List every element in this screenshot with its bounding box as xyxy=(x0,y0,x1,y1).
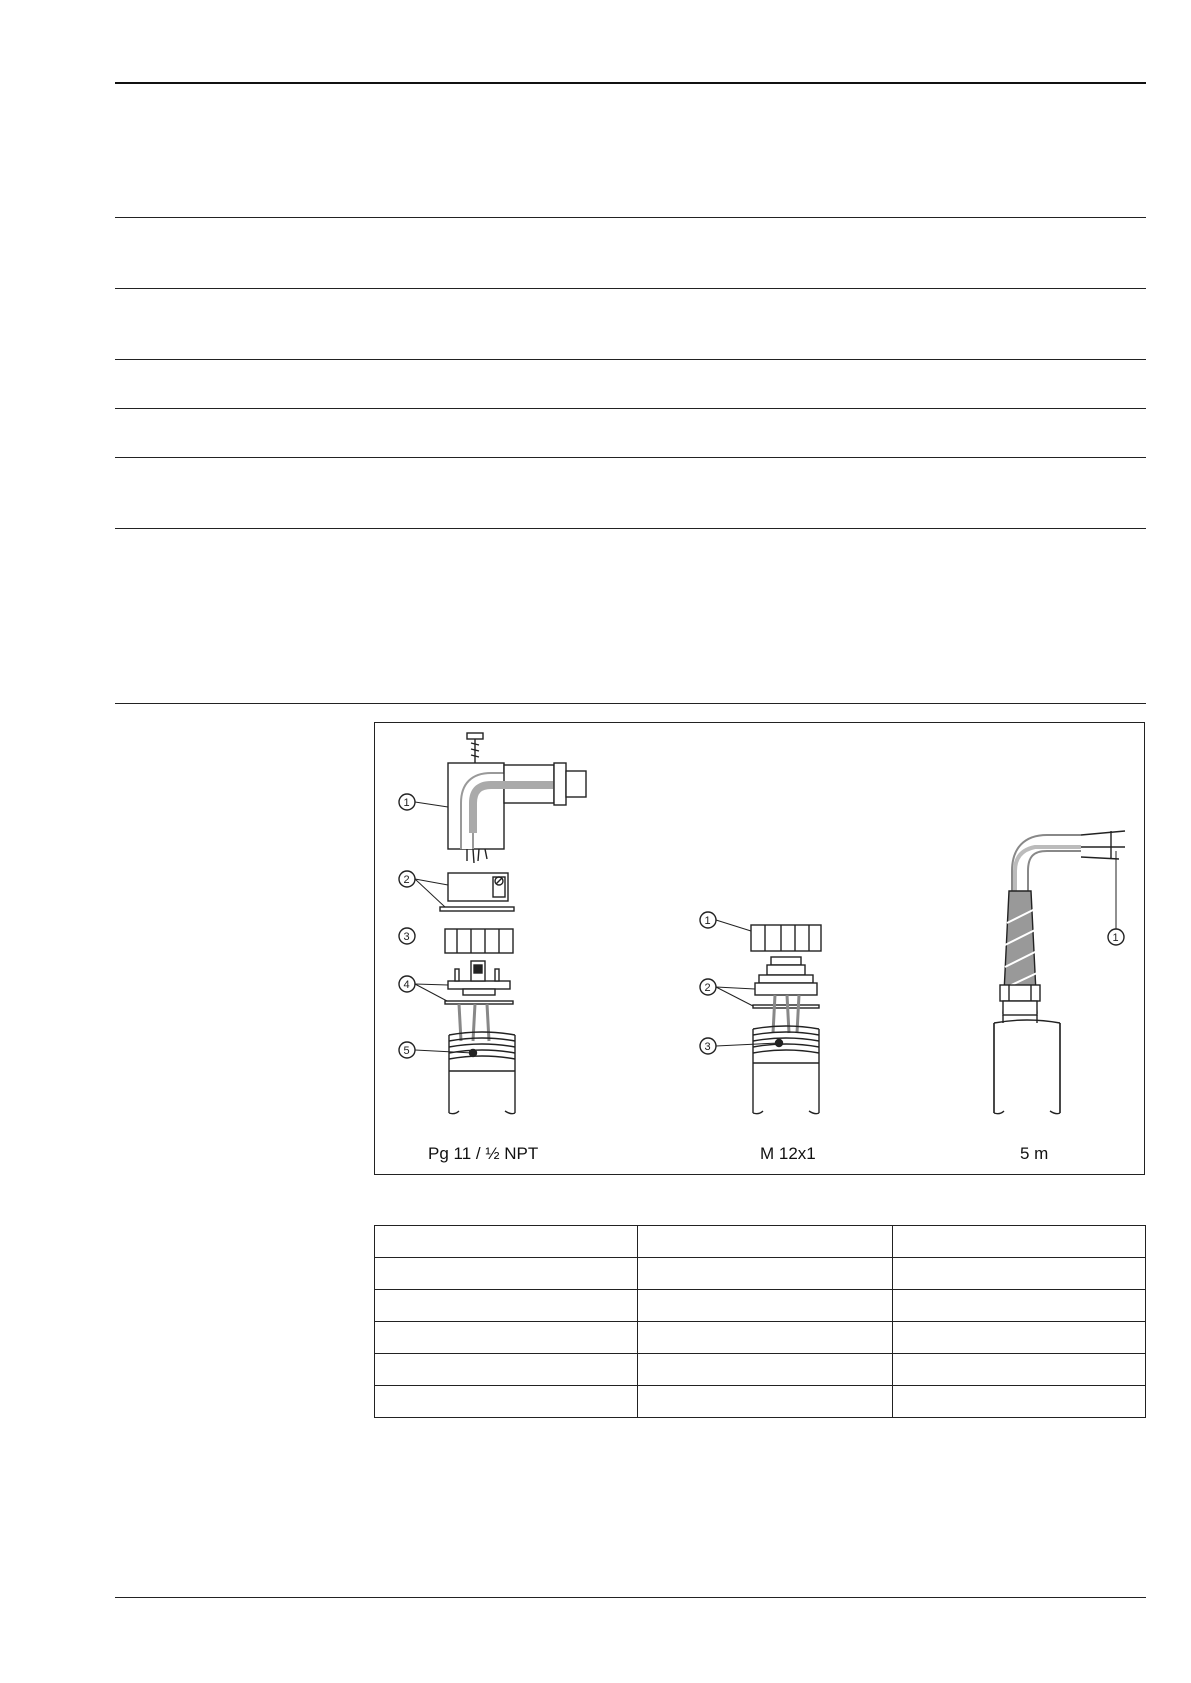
svg-text:1: 1 xyxy=(403,797,410,809)
table-row xyxy=(375,1354,1146,1386)
terminal-block-icon xyxy=(445,961,513,1041)
data-table xyxy=(374,1225,1146,1418)
table-cell xyxy=(638,1226,893,1258)
table-row xyxy=(375,1258,1146,1290)
table-cell xyxy=(638,1386,893,1418)
connector-drawing xyxy=(375,723,1146,1176)
caption-pg11-npt: Pg 11 / ½ NPT xyxy=(428,1144,539,1163)
table-cell xyxy=(375,1226,638,1258)
valve-plug-connector-icon xyxy=(448,733,586,863)
table-row xyxy=(375,1322,1146,1354)
svg-text:5: 5 xyxy=(403,1045,410,1057)
callout-markers-left xyxy=(399,794,415,1058)
table-cell xyxy=(375,1290,638,1322)
caption-m12x1: M 12x1 xyxy=(760,1144,816,1163)
callout-markers-right xyxy=(1108,929,1124,945)
table-cell xyxy=(375,1258,638,1290)
table-row xyxy=(375,1290,1146,1322)
m12-connector-icon xyxy=(751,925,821,1114)
section-divider xyxy=(115,457,1146,458)
section-divider xyxy=(115,528,1146,529)
footer-rule xyxy=(115,1597,1146,1598)
svg-text:4: 4 xyxy=(403,979,410,991)
svg-text:2: 2 xyxy=(403,874,410,886)
section-divider xyxy=(115,703,1146,704)
svg-text:1: 1 xyxy=(704,915,711,927)
svg-text:2: 2 xyxy=(704,982,711,994)
cable-outlet-icon xyxy=(994,831,1125,1114)
table-cell xyxy=(638,1322,893,1354)
table-row xyxy=(375,1386,1146,1418)
svg-text:3: 3 xyxy=(704,1041,711,1053)
table-cell xyxy=(893,1386,1146,1418)
section-divider xyxy=(115,217,1146,218)
table-cell xyxy=(893,1290,1146,1322)
svg-text:1: 1 xyxy=(1112,932,1119,944)
table-cell xyxy=(893,1322,1146,1354)
connector-figure xyxy=(374,722,1145,1175)
callout-markers-middle xyxy=(700,912,716,1054)
table-cell xyxy=(638,1258,893,1290)
socket-insert-icon xyxy=(440,873,514,911)
table-cell xyxy=(375,1354,638,1386)
housing-thread-icon xyxy=(449,1032,515,1114)
caption-5m: 5 m xyxy=(1020,1144,1049,1163)
table-cell xyxy=(638,1354,893,1386)
table-cell xyxy=(893,1226,1146,1258)
section-divider xyxy=(115,359,1146,360)
section-divider xyxy=(115,408,1146,409)
section-divider xyxy=(115,288,1146,289)
table-cell xyxy=(375,1322,638,1354)
svg-text:3: 3 xyxy=(403,931,410,943)
table-row xyxy=(375,1226,1146,1258)
table-cell xyxy=(893,1258,1146,1290)
table-cell xyxy=(375,1386,638,1418)
table-cell xyxy=(893,1354,1146,1386)
table-cell xyxy=(638,1290,893,1322)
header-rule xyxy=(115,82,1146,84)
cable-gland-nut-icon xyxy=(445,929,513,953)
